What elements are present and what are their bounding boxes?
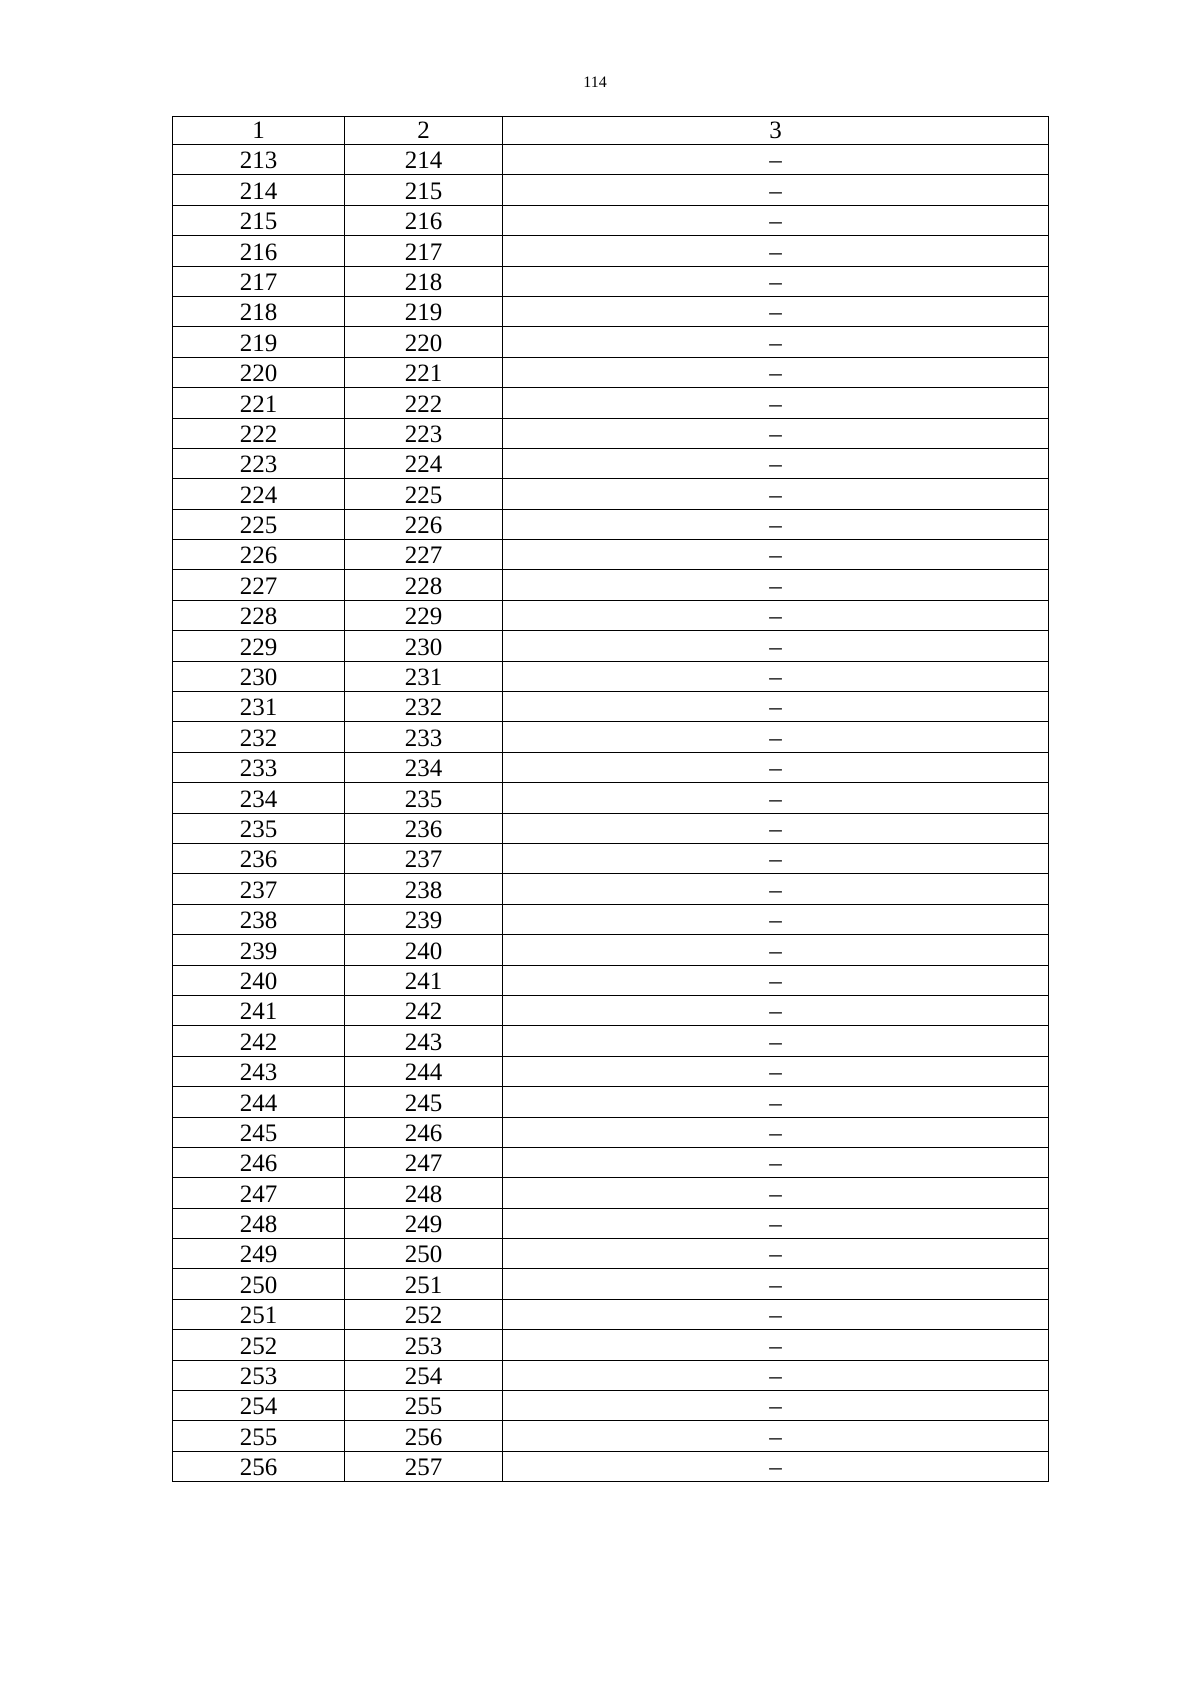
table-cell-col2: 234 [345, 752, 503, 782]
table-row [173, 1239, 1049, 1269]
table-cell-col2: 226 [345, 509, 503, 539]
table-row [173, 388, 1049, 418]
table-cell-col2: 249 [345, 1208, 503, 1238]
table-cell-col3: – [503, 1421, 1049, 1451]
table-cell-col3: – [503, 509, 1049, 539]
column-header-3: 3 [503, 117, 1049, 145]
table-cell-col3: – [503, 1239, 1049, 1269]
table-cell-col2: 239 [345, 904, 503, 934]
table-cell-col1: 221 [173, 388, 345, 418]
table-row [173, 692, 1049, 722]
table-cell-col1: 248 [173, 1208, 345, 1238]
table-cell-col1: 214 [173, 175, 345, 205]
table-body [173, 117, 1049, 1482]
table-cell-col3: – [503, 1087, 1049, 1117]
table-cell-col2: 241 [345, 965, 503, 995]
table-cell-col3: – [503, 388, 1049, 418]
table-cell-col1: 227 [173, 570, 345, 600]
table-cell-col1: 231 [173, 692, 345, 722]
table-cell-col3: – [503, 266, 1049, 296]
table-cell-col3: – [503, 357, 1049, 387]
table-cell-col1: 240 [173, 965, 345, 995]
table-cell-col1: 228 [173, 600, 345, 630]
table-cell-col3: – [503, 661, 1049, 691]
table-row [173, 1026, 1049, 1056]
table-cell-col2: 229 [345, 600, 503, 630]
table-cell-col1: 255 [173, 1421, 345, 1451]
table-cell-col2: 235 [345, 783, 503, 813]
table-cell-col2: 233 [345, 722, 503, 752]
table-cell-col1: 250 [173, 1269, 345, 1299]
table-cell-col1: 241 [173, 995, 345, 1025]
table-row [173, 935, 1049, 965]
table-cell-col2: 237 [345, 843, 503, 873]
table-row [173, 145, 1049, 175]
table-cell-col2: 243 [345, 1026, 503, 1056]
table-row [173, 1269, 1049, 1299]
table-cell-col1: 253 [173, 1360, 345, 1390]
table-cell-col2: 238 [345, 874, 503, 904]
table-cell-col2: 242 [345, 995, 503, 1025]
table-cell-col2: 218 [345, 266, 503, 296]
table-row [173, 1178, 1049, 1208]
table-cell-col2: 245 [345, 1087, 503, 1117]
table-row [173, 813, 1049, 843]
table-cell-col3: – [503, 965, 1049, 995]
table-cell-col3: – [503, 904, 1049, 934]
table-row [173, 1360, 1049, 1390]
table-cell-col2: 230 [345, 631, 503, 661]
table-cell-col2: 255 [345, 1391, 503, 1421]
table-row [173, 631, 1049, 661]
table-cell-col1: 224 [173, 479, 345, 509]
table-row [173, 1117, 1049, 1147]
table-cell-col3: – [503, 1056, 1049, 1086]
table-row [173, 1208, 1049, 1238]
table-row [173, 1421, 1049, 1451]
table-row [173, 540, 1049, 570]
table-row [173, 843, 1049, 873]
table-row [173, 752, 1049, 782]
table-cell-col3: – [503, 843, 1049, 873]
table-cell-col3: – [503, 236, 1049, 266]
table-cell-col2: 221 [345, 357, 503, 387]
table-cell-col3: – [503, 935, 1049, 965]
table-cell-col3: – [503, 1360, 1049, 1390]
table-cell-col1: 247 [173, 1178, 345, 1208]
table-cell-col2: 219 [345, 296, 503, 326]
table-cell-col2: 254 [345, 1360, 503, 1390]
table-cell-col2: 223 [345, 418, 503, 448]
table-row [173, 1299, 1049, 1329]
table-cell-col1: 215 [173, 205, 345, 235]
table-cell-col3: – [503, 995, 1049, 1025]
table-cell-col2: 251 [345, 1269, 503, 1299]
table-cell-col1: 251 [173, 1299, 345, 1329]
table-cell-col1: 218 [173, 296, 345, 326]
table-cell-col3: – [503, 418, 1049, 448]
table-row [173, 1451, 1049, 1481]
table-cell-col3: – [503, 570, 1049, 600]
table-cell-col2: 217 [345, 236, 503, 266]
table-cell-col1: 244 [173, 1087, 345, 1117]
table-row [173, 600, 1049, 630]
table-cell-col1: 213 [173, 145, 345, 175]
table-cell-col2: 215 [345, 175, 503, 205]
table-cell-col1: 246 [173, 1147, 345, 1177]
table-cell-col2: 214 [345, 145, 503, 175]
table-cell-col2: 216 [345, 205, 503, 235]
table-row [173, 1056, 1049, 1086]
table-row [173, 357, 1049, 387]
table-cell-col3: – [503, 145, 1049, 175]
table-cell-col1: 220 [173, 357, 345, 387]
table-cell-col3: – [503, 1208, 1049, 1238]
table-cell-col1: 222 [173, 418, 345, 448]
table-cell-col2: 240 [345, 935, 503, 965]
table-row [173, 995, 1049, 1025]
table-cell-col3: – [503, 1391, 1049, 1421]
table-cell-col2: 244 [345, 1056, 503, 1086]
table-cell-col2: 247 [345, 1147, 503, 1177]
table-cell-col3: – [503, 1330, 1049, 1360]
table-row [173, 874, 1049, 904]
column-header-2: 2 [345, 117, 503, 145]
table-row [173, 783, 1049, 813]
table-row [173, 509, 1049, 539]
table-cell-col3: – [503, 448, 1049, 478]
table-cell-col2: 256 [345, 1421, 503, 1451]
table-cell-col3: – [503, 813, 1049, 843]
table-cell-col1: 232 [173, 722, 345, 752]
table-cell-col1: 216 [173, 236, 345, 266]
table-cell-col3: – [503, 1026, 1049, 1056]
table-cell-col2: 231 [345, 661, 503, 691]
table-row [173, 479, 1049, 509]
table-cell-col1: 233 [173, 752, 345, 782]
table-cell-col1: 245 [173, 1117, 345, 1147]
table-row [173, 904, 1049, 934]
table-cell-col2: 227 [345, 540, 503, 570]
table-cell-col2: 220 [345, 327, 503, 357]
table-row [173, 205, 1049, 235]
table-cell-col3: – [503, 874, 1049, 904]
table-cell-col3: – [503, 752, 1049, 782]
table-row [173, 448, 1049, 478]
table-row [173, 418, 1049, 448]
table-row [173, 1087, 1049, 1117]
table-row [173, 965, 1049, 995]
table-cell-col1: 254 [173, 1391, 345, 1421]
table-cell-col1: 223 [173, 448, 345, 478]
table-cell-col2: 232 [345, 692, 503, 722]
table-cell-col2: 236 [345, 813, 503, 843]
table-cell-col1: 226 [173, 540, 345, 570]
page-number: 114 [583, 74, 607, 91]
table-cell-col2: 222 [345, 388, 503, 418]
table-cell-col3: – [503, 1269, 1049, 1299]
table-cell-col3: – [503, 1299, 1049, 1329]
data-table [172, 116, 1049, 1482]
table-cell-col3: – [503, 479, 1049, 509]
table-cell-col1: 230 [173, 661, 345, 691]
table-cell-col3: – [503, 1117, 1049, 1147]
table-cell-col2: 246 [345, 1117, 503, 1147]
table-row [173, 175, 1049, 205]
table-cell-col1: 242 [173, 1026, 345, 1056]
table-row [173, 1330, 1049, 1360]
table-cell-col1: 252 [173, 1330, 345, 1360]
table-row [173, 570, 1049, 600]
table-cell-col1: 229 [173, 631, 345, 661]
table-cell-col3: – [503, 327, 1049, 357]
table-cell-col1: 238 [173, 904, 345, 934]
table-cell-col1: 243 [173, 1056, 345, 1086]
table-cell-col2: 248 [345, 1178, 503, 1208]
table-cell-col1: 235 [173, 813, 345, 843]
table-cell-col3: – [503, 1451, 1049, 1481]
table-cell-col3: – [503, 296, 1049, 326]
table-cell-col3: – [503, 175, 1049, 205]
column-header-1: 1 [173, 117, 345, 145]
table-cell-col3: – [503, 600, 1049, 630]
table-cell-col3: – [503, 692, 1049, 722]
table-row [173, 1391, 1049, 1421]
table-cell-col1: 217 [173, 266, 345, 296]
table-cell-col3: – [503, 783, 1049, 813]
table-cell-col2: 252 [345, 1299, 503, 1329]
table-cell-col1: 239 [173, 935, 345, 965]
table-cell-col1: 234 [173, 783, 345, 813]
table-cell-col2: 224 [345, 448, 503, 478]
table-row [173, 722, 1049, 752]
table-cell-col1: 237 [173, 874, 345, 904]
table-cell-col2: 257 [345, 1451, 503, 1481]
table-cell-col3: – [503, 205, 1049, 235]
table-cell-col3: – [503, 540, 1049, 570]
table-cell-col1: 249 [173, 1239, 345, 1269]
table-header-row [173, 117, 1049, 145]
table-row [173, 266, 1049, 296]
table-row [173, 327, 1049, 357]
table-cell-col3: – [503, 1178, 1049, 1208]
table-cell-col2: 225 [345, 479, 503, 509]
table-row [173, 661, 1049, 691]
table-cell-col2: 253 [345, 1330, 503, 1360]
table-cell-col3: – [503, 631, 1049, 661]
table-cell-col3: – [503, 1147, 1049, 1177]
table-cell-col1: 219 [173, 327, 345, 357]
table-cell-col1: 256 [173, 1451, 345, 1481]
table-cell-col2: 228 [345, 570, 503, 600]
table-cell-col2: 250 [345, 1239, 503, 1269]
table-cell-col1: 225 [173, 509, 345, 539]
table-cell-col1: 236 [173, 843, 345, 873]
table-row [173, 236, 1049, 266]
table-cell-col3: – [503, 722, 1049, 752]
table-row [173, 296, 1049, 326]
table-row [173, 1147, 1049, 1177]
